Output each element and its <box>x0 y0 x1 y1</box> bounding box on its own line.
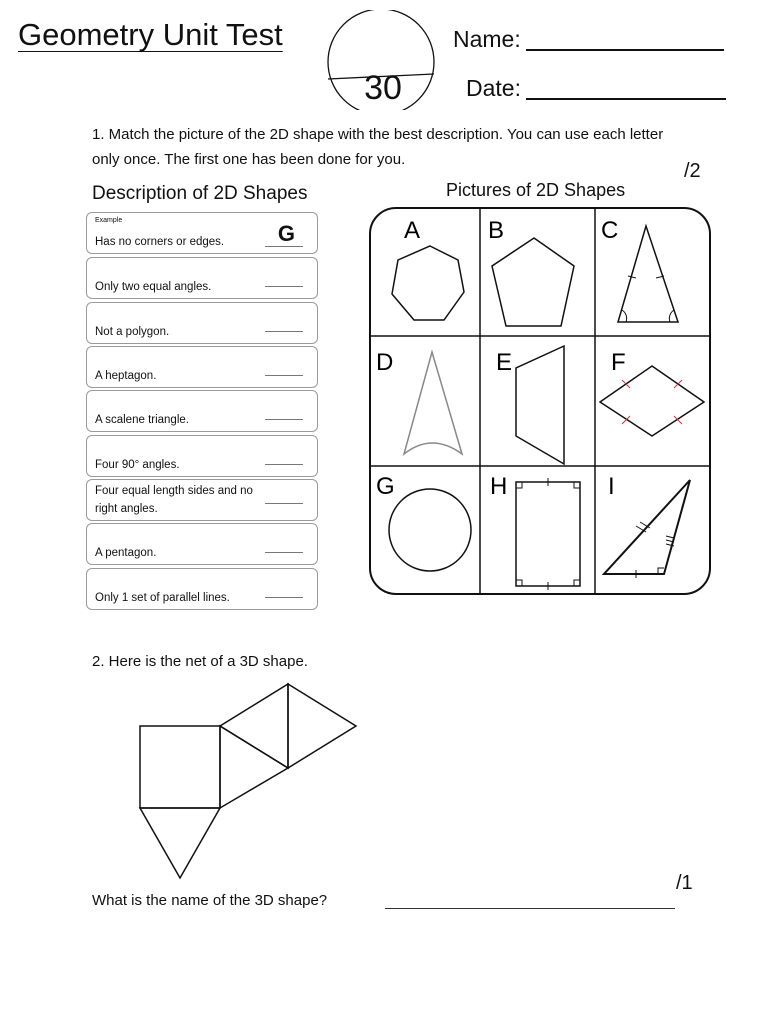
description-text: A pentagon. <box>95 547 157 559</box>
letter-b: B <box>488 217 505 244</box>
net-triangle <box>288 684 356 768</box>
name-label: Name: <box>453 26 521 52</box>
rectangle-shape <box>516 482 580 586</box>
net-diagram <box>130 680 360 880</box>
name-field[interactable] <box>526 49 724 51</box>
example-answer: G <box>277 221 295 246</box>
question-1-points: /2 <box>684 160 701 182</box>
angle-mark <box>669 310 674 322</box>
description-text: Has no corners or edges. <box>95 236 225 248</box>
date-field[interactable] <box>526 98 726 100</box>
letter-d: D <box>376 349 394 376</box>
description-text: A heptagon. <box>95 370 157 382</box>
letter-f: F <box>611 349 626 376</box>
shapes-grid <box>368 206 714 598</box>
net-triangle <box>220 684 288 768</box>
letter-h: H <box>490 473 508 500</box>
question-1-text: 1. Match the picture of the 2D shape with the best description. You can use each letter only once. The first one has been done for you. <box>92 126 664 168</box>
concave-shape <box>404 352 462 454</box>
date-label: Date: <box>466 75 521 101</box>
answer-blank[interactable] <box>265 503 303 504</box>
description-card <box>86 523 318 565</box>
description-card <box>86 568 318 610</box>
net-square <box>140 726 220 808</box>
description-text: Four 90° angles. <box>95 459 180 471</box>
letter-e: E <box>496 349 513 376</box>
description-text: A scalene triangle. <box>95 414 189 426</box>
answer-blank[interactable] <box>265 375 303 376</box>
description-text: Only 1 set of parallel lines. <box>95 592 230 604</box>
description-card <box>86 257 318 299</box>
answer-blank <box>265 246 303 247</box>
description-card <box>86 346 318 388</box>
answer-blank[interactable] <box>265 552 303 553</box>
answer-blank[interactable] <box>265 286 303 287</box>
description-card <box>86 435 318 477</box>
description-card <box>86 479 318 521</box>
net-triangle <box>220 726 288 808</box>
isosceles-triangle-shape <box>618 226 678 322</box>
descriptions-heading: Description of 2D Shapes <box>92 183 308 204</box>
question-2-text: 2. Here is the net of a 3D shape. <box>92 653 308 670</box>
angle-mark <box>622 310 627 322</box>
page-title: Geometry Unit Test <box>18 17 283 52</box>
description-card <box>86 390 318 432</box>
circle-shape <box>389 489 471 571</box>
answer-blank[interactable] <box>265 464 303 465</box>
pentagon-shape <box>492 238 574 326</box>
letter-g: G <box>376 473 395 500</box>
letter-c: C <box>601 217 619 244</box>
side-marks <box>636 522 674 578</box>
description-text: Only two equal angles. <box>95 281 212 293</box>
question-2-prompt: What is the name of the 3D shape? <box>92 892 328 909</box>
answer-blank[interactable] <box>265 419 303 420</box>
pictures-heading: Pictures of 2D Shapes <box>446 180 626 200</box>
description-card <box>86 302 318 344</box>
answer-blank[interactable] <box>265 331 303 332</box>
score-total: 30 <box>364 69 402 107</box>
equal-side-marks <box>622 380 682 424</box>
answer-blank[interactable] <box>265 597 303 598</box>
net-triangle <box>140 808 220 878</box>
question-2-points: /1 <box>676 872 693 894</box>
letter-a: A <box>404 217 421 244</box>
rhombus-shape <box>600 366 704 436</box>
scalene-triangle-shape <box>604 480 690 574</box>
description-card-example <box>86 212 318 254</box>
heptagon-shape <box>392 246 464 320</box>
letter-i: I <box>608 473 615 500</box>
answer-field[interactable] <box>385 908 675 909</box>
description-text: Four equal length sides and no right angles. <box>95 485 253 515</box>
example-tag: Example <box>95 217 123 224</box>
description-text: Not a polygon. <box>95 326 170 338</box>
trapezium-shape <box>516 346 564 464</box>
right-angle-marks <box>516 478 580 590</box>
